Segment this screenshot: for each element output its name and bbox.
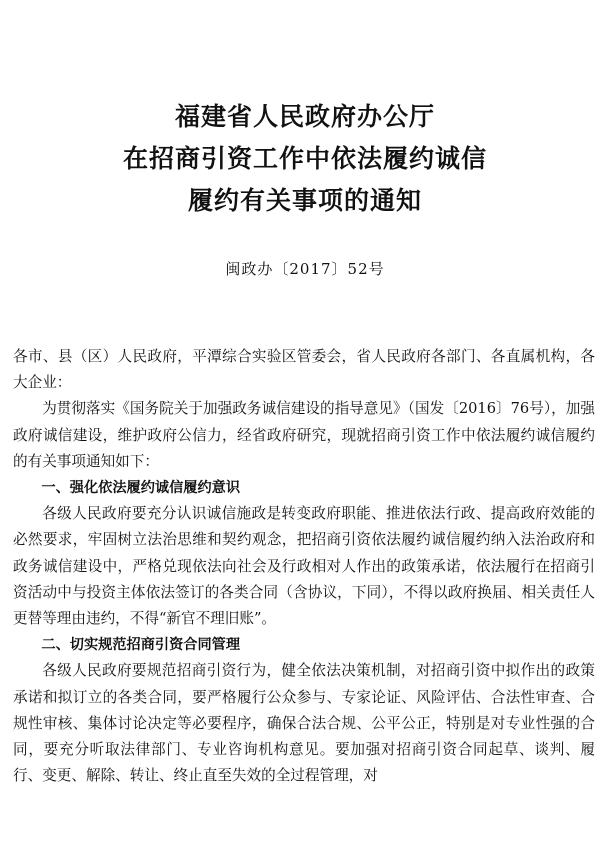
document-title [0, 96, 610, 222]
salutation: 各市、县（区）人民政府，平潭综合实验区管委会，省人民政府各部门、各直属机构，各大企业： [13, 348, 595, 392]
document-number: 闽政办〔2017〕52号 [225, 260, 385, 278]
section-body-1: 各级人民政府要充分认识诚信施政是转变政府职能、推进依法行政、提高政府效能的必然要求，牢固树立法治思维和契约观念，把招商引资依法履约诚信履约纳入法治政府和政务诚信建设中，严格兑现依法向社会及行政相对人作出的政策承诺，依法履行在招商引资活动中与投资主体依法签订的各类合同（含协议，下同），不得以政府换届、相关责任人更替等理由违约，不得“新官不理旧账”。 [13, 505, 595, 628]
section-heading-2: 二、切实规范招商引资合同管理 [41, 637, 241, 654]
document-body [13, 344, 595, 789]
title-line-2: 在招商引资工作中依法履约诚信 [122, 144, 487, 173]
title-line-3: 履约有关事项的通知 [187, 186, 422, 215]
title-line-1: 福建省人民政府办公厅 [174, 102, 435, 131]
section-heading-1: 一、强化依法履约诚信履约意识 [41, 480, 241, 497]
section-body-2: 各级人民政府要规范招商引资行为，健全依法决策机制，对招商引资中拟作出的政策承诺和拟订立的各类合同，要严格履行公众参与、专家论证、风险评估、合法性审查、合规性审核、集体讨论决定等必要程序，确保合法合规、公平公正，特别是对专业性强的合同，要充分听取法律部门、专业咨询机构意见。要加强对招商引资合同起草、谈判、履行、变更、解除、转让、终止直至失效的全过程管理，对 [13, 662, 595, 785]
intro-paragraph: 为贯彻落实《国务院关于加强政务诚信建设的指导意见》（国发〔2016〕76号），加强政府诚信建设，维护政府公信力，经省政府研究，现就招商引资工作中依法履约诚信履约的有关事项通知如下： [13, 400, 595, 470]
